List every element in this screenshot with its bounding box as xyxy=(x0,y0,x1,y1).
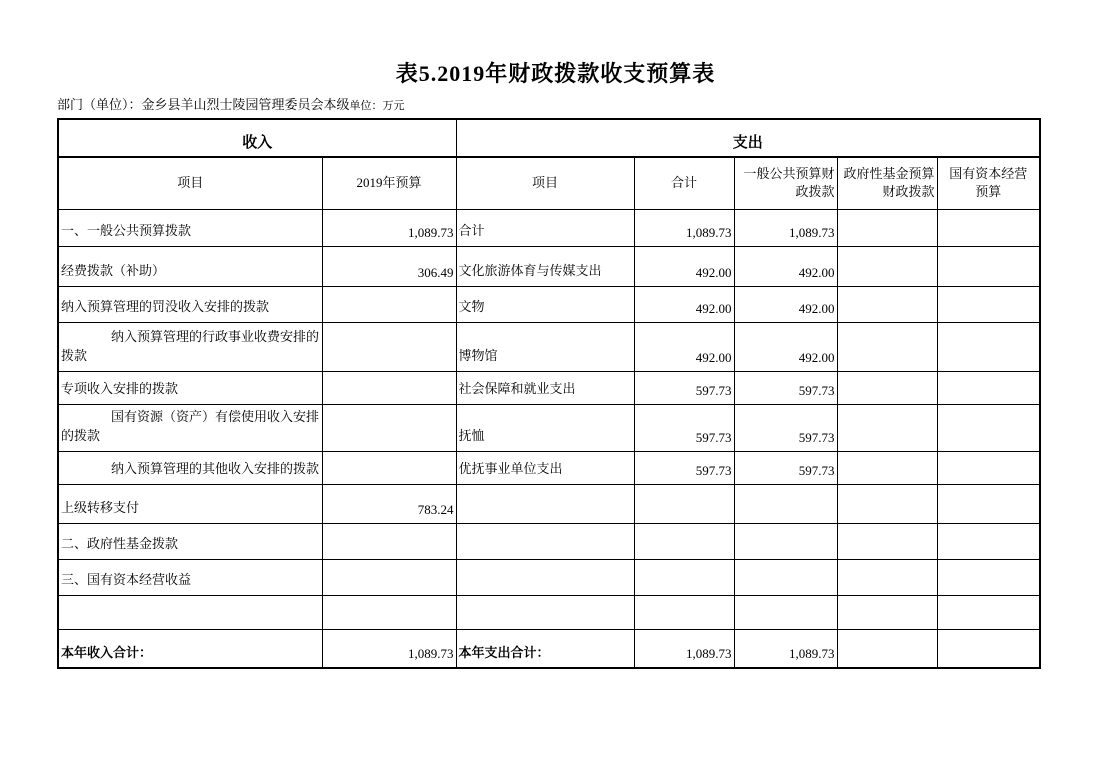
expense-total-cell: 1,089.73 xyxy=(634,629,734,668)
expense-item-cell: 博物馆 xyxy=(456,322,634,371)
col-header-income-item: 项目 xyxy=(58,157,322,209)
expense-state-capital-cell xyxy=(937,209,1040,246)
income-item-cell: 专项收入安排的拨款 xyxy=(58,371,322,404)
expense-item-cell xyxy=(456,484,634,523)
expense-gov-fund-cell xyxy=(837,629,937,668)
income-section-header: 收入 xyxy=(58,119,456,157)
expense-general-cell xyxy=(734,595,837,629)
department-label: 部门（单位）：金乡县羊山烈士陵园管理委员会本级 xyxy=(57,97,350,112)
expense-general-cell: 1,089.73 xyxy=(734,209,837,246)
table-row xyxy=(58,322,1040,371)
expense-item-cell: 文物 xyxy=(456,286,634,322)
expense-gov-fund-cell xyxy=(837,371,937,404)
expense-general-cell: 597.73 xyxy=(734,404,837,451)
expense-total-cell xyxy=(634,595,734,629)
expense-state-capital-cell xyxy=(937,371,1040,404)
expense-state-capital-cell xyxy=(937,595,1040,629)
section-header-row xyxy=(58,119,1040,157)
table-row xyxy=(58,371,1040,404)
expense-general-cell: 1,089.73 xyxy=(734,629,837,668)
expense-gov-fund-cell xyxy=(837,595,937,629)
income-budget-cell xyxy=(322,451,456,484)
expense-state-capital-cell xyxy=(937,322,1040,371)
income-budget-cell: 306.49 xyxy=(322,246,456,286)
expense-item-cell: 本年支出合计： xyxy=(456,629,634,668)
col-header-expense-statecapital: 国有资本经营预算 xyxy=(937,157,1040,209)
income-budget-cell xyxy=(322,523,456,559)
table-row xyxy=(58,286,1040,322)
col-header-expense-general: 一般公共预算财政拨款 xyxy=(734,157,837,209)
expense-section-header: 支出 xyxy=(456,119,1040,157)
expense-state-capital-cell xyxy=(937,451,1040,484)
income-item-cell: 纳入预算管理的其他收入安排的拨款 xyxy=(58,451,322,484)
col-header-income-budget: 2019年预算 xyxy=(322,157,456,209)
income-budget-cell xyxy=(322,286,456,322)
subtitle-row xyxy=(57,97,1111,113)
table-row xyxy=(58,595,1040,629)
col-header-expense-govfund: 政府性基金预算财政拨款 xyxy=(837,157,937,209)
table-row xyxy=(58,404,1040,451)
income-item-cell: 本年收入合计： xyxy=(58,629,322,668)
expense-item-cell: 抚恤 xyxy=(456,404,634,451)
expense-item-cell: 合计 xyxy=(456,209,634,246)
expense-item-cell: 社会保障和就业支出 xyxy=(456,371,634,404)
income-item-cell: 上级转移支付 xyxy=(58,484,322,523)
expense-total-cell xyxy=(634,484,734,523)
expense-state-capital-cell xyxy=(937,629,1040,668)
expense-total-cell: 492.00 xyxy=(634,286,734,322)
expense-state-capital-cell xyxy=(937,246,1040,286)
expense-state-capital-cell xyxy=(937,484,1040,523)
expense-total-cell: 597.73 xyxy=(634,404,734,451)
expense-state-capital-cell xyxy=(937,523,1040,559)
income-budget-cell xyxy=(322,595,456,629)
expense-general-cell: 597.73 xyxy=(734,371,837,404)
expense-general-cell: 492.00 xyxy=(734,246,837,286)
expense-gov-fund-cell xyxy=(837,451,937,484)
expense-general-cell xyxy=(734,559,837,595)
expense-gov-fund-cell xyxy=(837,484,937,523)
income-budget-cell xyxy=(322,322,456,371)
table-row xyxy=(58,484,1040,523)
expense-item-cell xyxy=(456,595,634,629)
expense-state-capital-cell xyxy=(937,559,1040,595)
expense-general-cell: 597.73 xyxy=(734,451,837,484)
table-row xyxy=(58,559,1040,595)
expense-gov-fund-cell xyxy=(837,404,937,451)
income-item-cell: 纳入预算管理的行政事业收费安排的拨款 xyxy=(58,322,322,371)
table-body xyxy=(58,209,1040,668)
page-title: 表5.2019年财政拨款收支预算表 xyxy=(395,61,716,86)
expense-gov-fund-cell xyxy=(837,209,937,246)
expense-item-cell xyxy=(456,559,634,595)
expense-general-cell: 492.00 xyxy=(734,322,837,371)
expense-total-cell: 492.00 xyxy=(634,246,734,286)
col-header-expense-item: 项目 xyxy=(456,157,634,209)
income-budget-cell xyxy=(322,559,456,595)
table-row xyxy=(58,209,1040,246)
expense-gov-fund-cell xyxy=(837,322,937,371)
expense-total-cell xyxy=(634,523,734,559)
income-item-cell: 二、政府性基金拨款 xyxy=(58,523,322,559)
expense-item-cell: 优抚事业单位支出 xyxy=(456,451,634,484)
expense-item-cell xyxy=(456,523,634,559)
unit-label: 单位：万元 xyxy=(349,100,405,112)
expense-total-cell: 597.73 xyxy=(634,371,734,404)
expense-total-cell: 1,089.73 xyxy=(634,209,734,246)
income-budget-cell xyxy=(322,371,456,404)
table-row xyxy=(58,629,1040,668)
expense-gov-fund-cell xyxy=(837,246,937,286)
income-budget-cell: 783.24 xyxy=(322,484,456,523)
income-item-cell: 纳入预算管理的罚没收入安排的拨款 xyxy=(58,286,322,322)
income-item-cell xyxy=(58,595,322,629)
expense-general-cell xyxy=(734,484,837,523)
expense-total-cell: 597.73 xyxy=(634,451,734,484)
income-budget-cell xyxy=(322,404,456,451)
table-row xyxy=(58,451,1040,484)
table-row xyxy=(58,246,1040,286)
expense-gov-fund-cell xyxy=(837,286,937,322)
expense-total-cell xyxy=(634,559,734,595)
expense-general-cell xyxy=(734,523,837,559)
budget-table xyxy=(57,118,1041,669)
income-budget-cell: 1,089.73 xyxy=(322,209,456,246)
col-header-expense-total: 合计 xyxy=(634,157,734,209)
expense-total-cell: 492.00 xyxy=(634,322,734,371)
table-row xyxy=(58,523,1040,559)
column-header-row xyxy=(58,157,1040,209)
expense-state-capital-cell xyxy=(937,286,1040,322)
expense-gov-fund-cell xyxy=(837,523,937,559)
expense-general-cell: 492.00 xyxy=(734,286,837,322)
income-item-cell: 三、国有资本经营收益 xyxy=(58,559,322,595)
expense-state-capital-cell xyxy=(937,404,1040,451)
expense-gov-fund-cell xyxy=(837,559,937,595)
income-item-cell: 经费拨款（补助） xyxy=(58,246,322,286)
expense-item-cell: 文化旅游体育与传媒支出 xyxy=(456,246,634,286)
income-item-cell: 国有资源（资产）有偿使用收入安排的拨款 xyxy=(58,404,322,451)
income-budget-cell: 1,089.73 xyxy=(322,629,456,668)
income-item-cell: 一、一般公共预算拨款 xyxy=(58,209,322,246)
